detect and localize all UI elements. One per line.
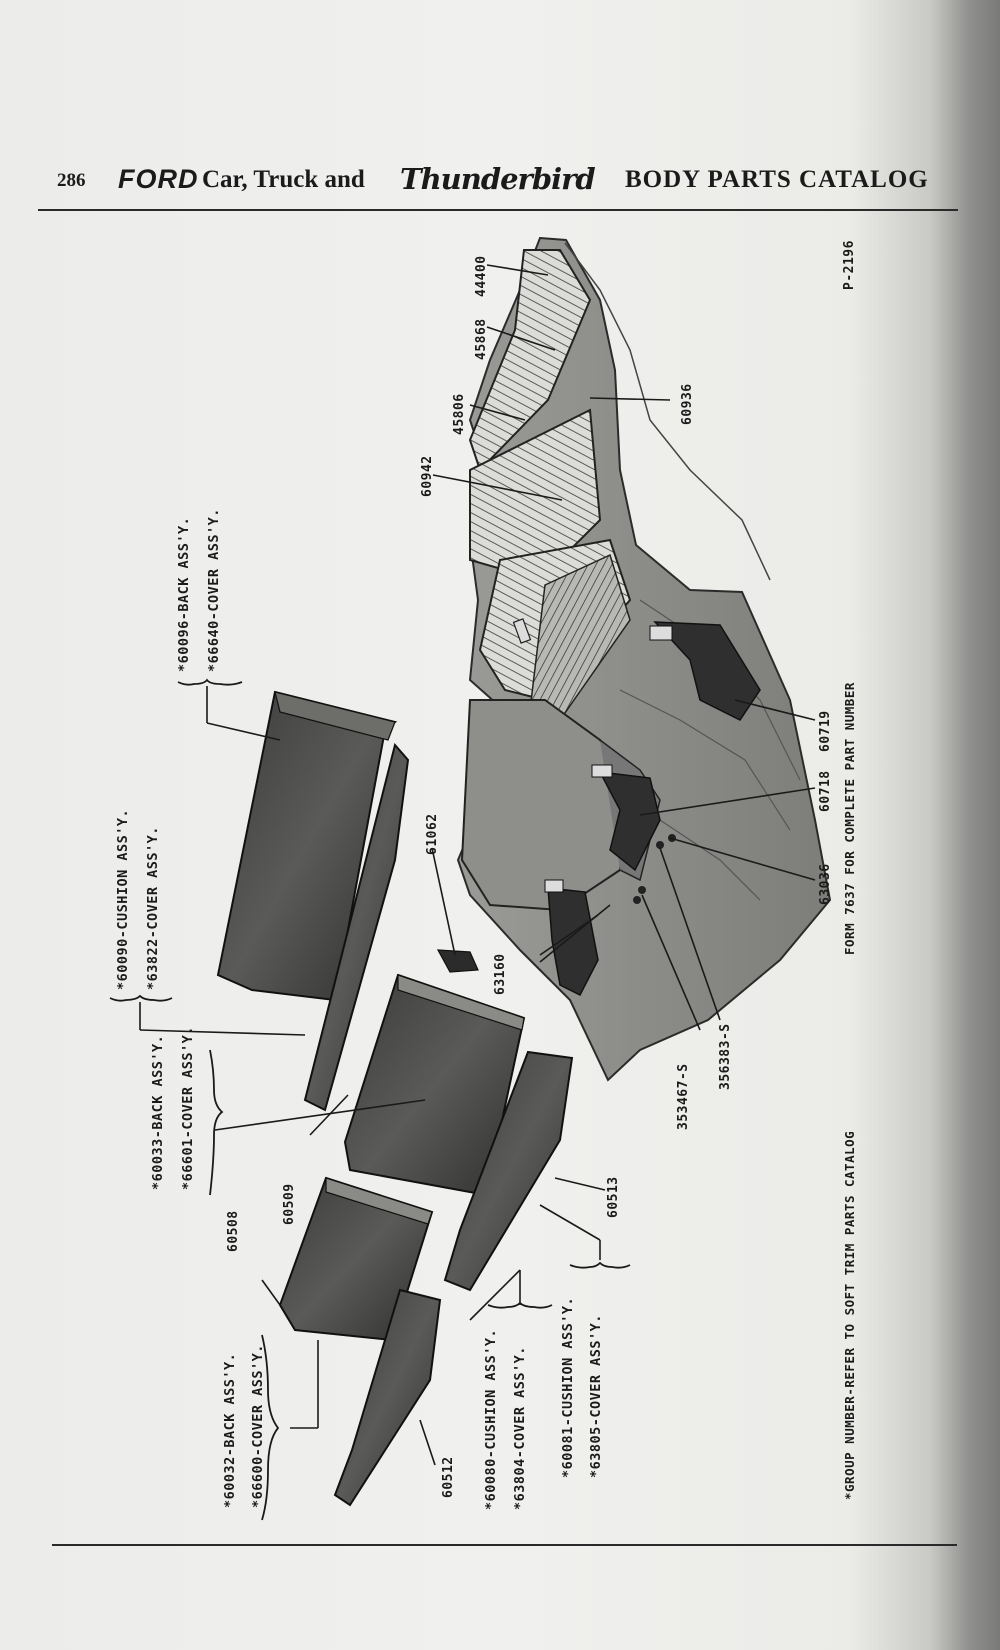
ford-logo: FORD [118,164,199,194]
group-60080-line2: *63804-COVER ASS'Y. [512,1346,528,1510]
footnote-line1: *GROUP NUMBER-REFER TO SOFT TRIM PARTS CATALOG [842,1130,857,1500]
callout-60512: 60512 [441,1456,456,1498]
group-60096-line2: *66640-COVER ASS'Y. [206,508,222,672]
thunderbird-logo: Thunderbird [400,162,595,196]
group-60081-line1: *60081-CUSHION ASS'Y. [560,1296,576,1478]
callout-63036: 63036 [818,863,833,905]
page-number: 286 [57,170,86,191]
group-60090-line1: *60090-CUSHION ASS'Y. [115,808,131,990]
callout-60718: 60718 [818,770,833,812]
callout-60942: 60942 [420,455,435,497]
callout-60509: 60509 [282,1183,297,1225]
group-60033-line1: *60033-BACK ASS'Y. [150,1034,166,1190]
group-60033-line2: *66601-COVER ASS'Y. [180,1026,196,1190]
footer-rule [52,1544,957,1546]
footnote-line2: FORM 7637 FOR COMPLETE PART NUMBER [842,682,857,955]
callout-60936: 60936 [680,383,695,425]
callout-60719: 60719 [818,710,833,752]
callout-353467-s: 353467-S [676,1063,691,1130]
callout-61062: 61062 [425,813,440,855]
header-title-part1: Car, Truck and [202,166,365,193]
header-title-part2: BODY PARTS CATALOG [625,166,929,193]
callout-45868: 45868 [474,318,489,360]
callout-45806: 45806 [452,393,467,435]
callout-60508: 60508 [226,1210,241,1252]
group-60081-line2: *63805-COVER ASS'Y. [588,1314,604,1478]
figure-id: P-2196 [842,240,857,290]
callout-44400: 44400 [474,255,489,297]
group-60096-line1: *60096-BACK ASS'Y. [176,516,192,672]
group-60032-line1: *60032-BACK ASS'Y. [222,1352,238,1508]
callout-356383-s: 356383-S [718,1023,733,1090]
group-60080-line1: *60080-CUSHION ASS'Y. [483,1328,499,1510]
callout-63160: 63160 [493,953,508,995]
group-60032-line2: *66600-COVER ASS'Y. [250,1344,266,1508]
hinge-61062 [438,950,478,972]
callout-60513: 60513 [606,1176,621,1218]
group-60090-line2: *63822-COVER ASS'Y. [145,826,161,990]
